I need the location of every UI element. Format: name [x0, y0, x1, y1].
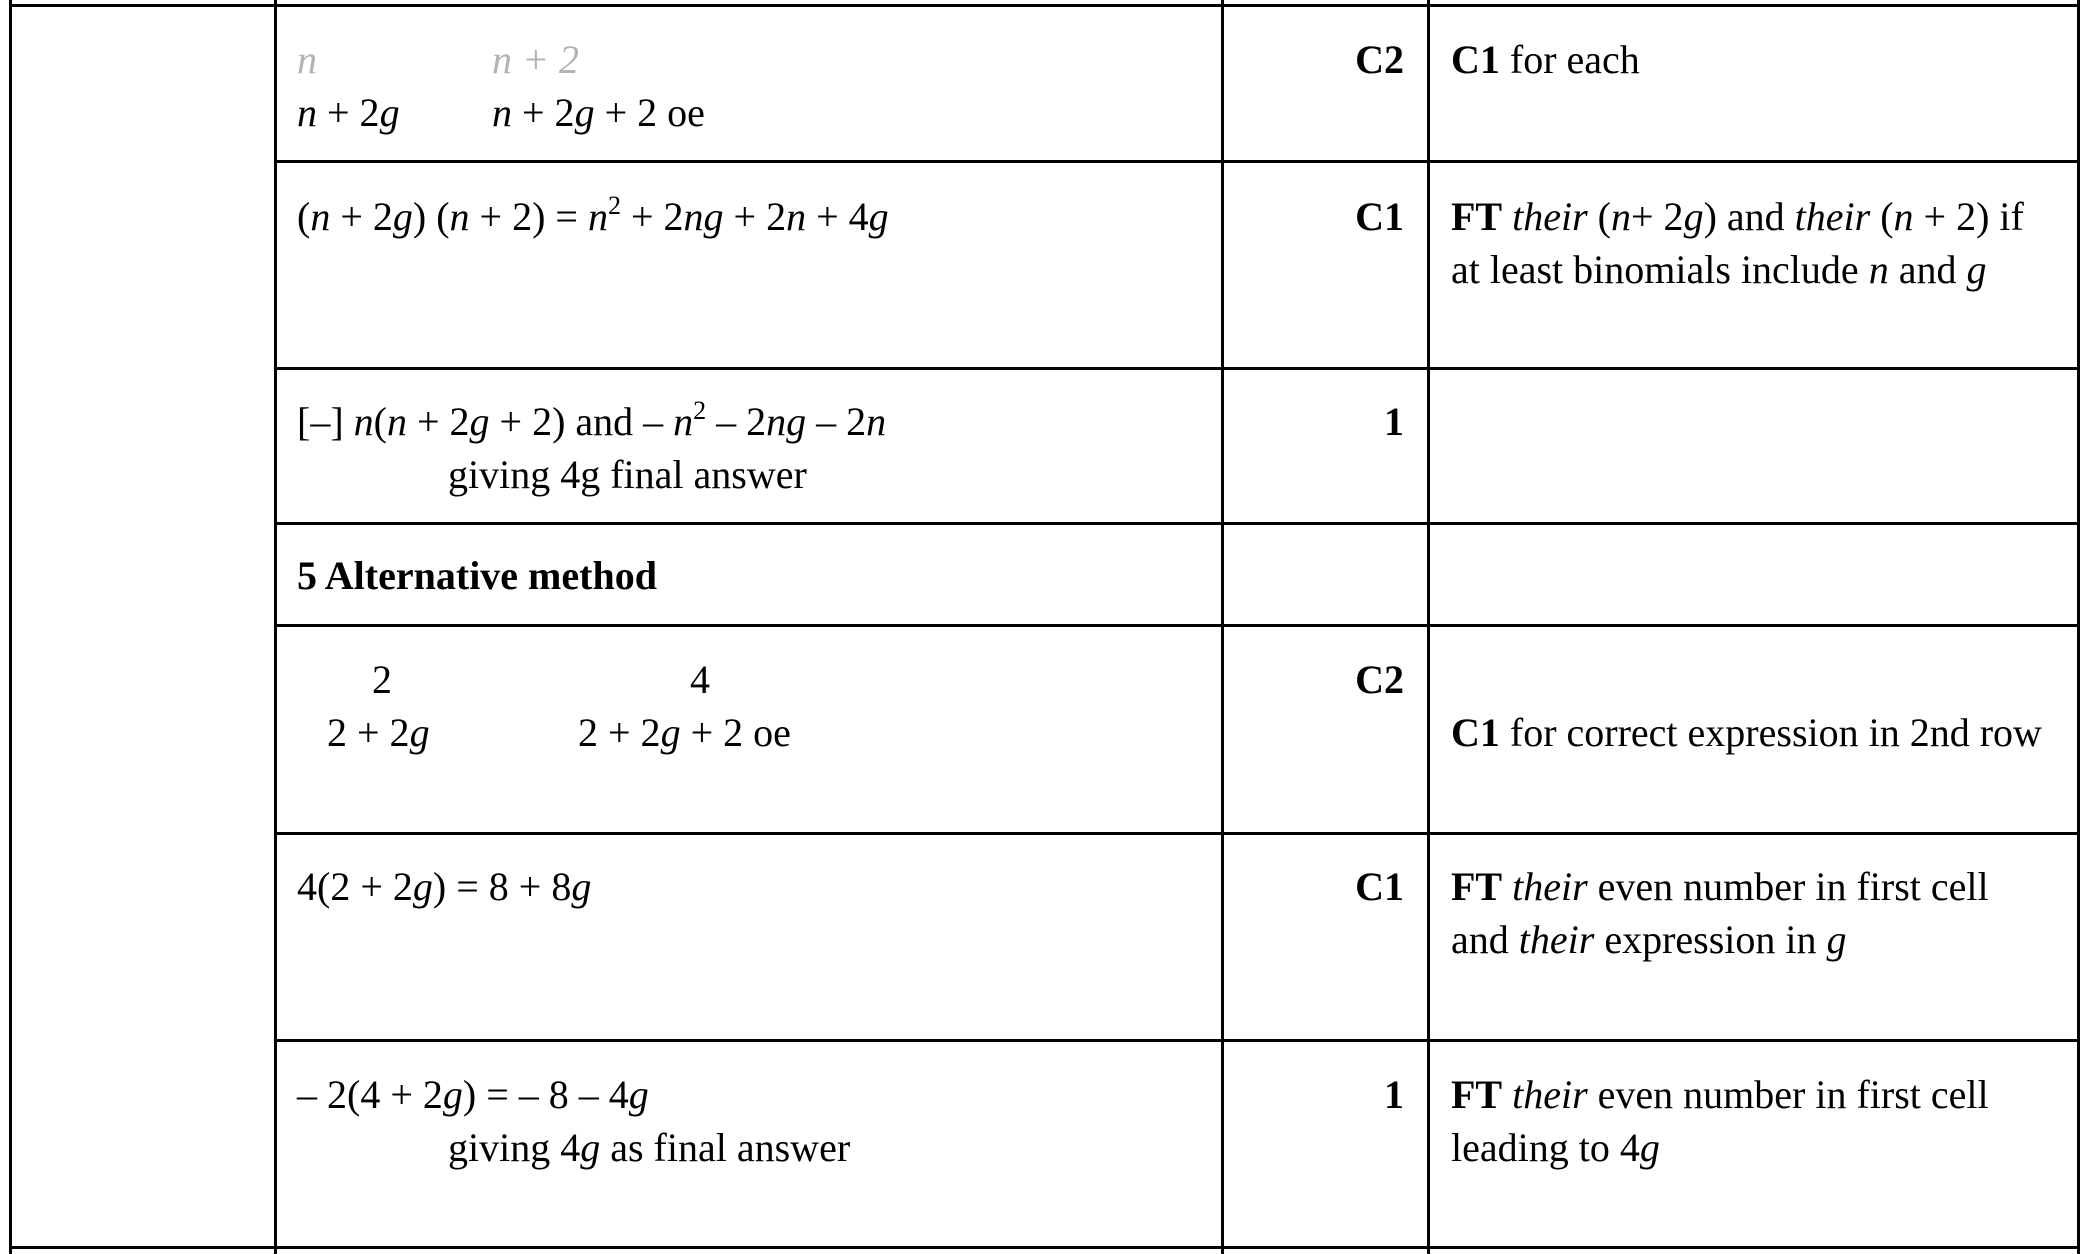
mark-value: C2	[1355, 37, 1404, 82]
guidance-note: FT their (n+ 2g) and their (n + 2) if at least binomials include n and g	[1451, 194, 2024, 292]
grid-cell-n-plus-2g-plus-2: n + 2g + 2 oe	[492, 90, 705, 135]
mark-value: 1	[1384, 399, 1404, 444]
guidance-mark-code: C1	[1451, 37, 1500, 82]
table-border-right	[2077, 0, 2080, 1254]
grid-cell-n-plus-2: n + 2	[492, 37, 579, 82]
guidance-note	[1451, 706, 2056, 759]
mark-value: C2	[1355, 657, 1404, 702]
grid-cell-n-plus-2g: n + 2g	[297, 90, 400, 135]
working-subtraction: [–] n(n + 2g + 2) and – $n^2 - 2ng - 2n$	[297, 396, 887, 444]
grid-cell-2-plus-2g: 2 + 2g	[327, 710, 430, 755]
working-product: 4(2 + 2g) = 8 + 8g	[297, 864, 592, 909]
table-border-left	[9, 0, 12, 1254]
working-conclusion: giving 4g final answer	[448, 452, 807, 497]
column-divider-1	[274, 0, 277, 1254]
row-divider	[274, 1039, 2080, 1042]
guidance-note: FT their even number in first cell and their expression in g	[1451, 864, 1989, 962]
guidance-text: for correct expression in 2nd row	[1499, 710, 2042, 755]
grid-cell-4: 4	[690, 657, 710, 702]
section-heading: 5 Alternative method	[297, 553, 657, 598]
working-conclusion: giving 4g as final answer	[448, 1125, 851, 1170]
row-divider	[274, 522, 2080, 525]
table-bottom-border	[9, 1246, 2080, 1249]
row-divider	[274, 160, 2080, 163]
row-divider	[274, 624, 2080, 627]
grid-cell-2-plus-2g-plus-2: 2 + 2g + 2 oe	[578, 710, 791, 755]
working-expansion: (n + 2g) $(n + 2) = n^2 + 2ng + 2n + 4g$	[297, 191, 889, 239]
table-top-border	[9, 4, 2080, 7]
row-divider	[274, 367, 2080, 370]
guidance-note: FT their even number in first cell leading to 4g	[1451, 1072, 1989, 1170]
guidance-note	[1451, 33, 1640, 86]
mark-value: C1	[1355, 864, 1404, 909]
mark-value: 1	[1384, 1072, 1404, 1117]
guidance-mark-code: C1	[1451, 710, 1500, 755]
working-subtraction: – 2(4 + 2g) = – 8 – 4g	[297, 1072, 649, 1117]
column-divider-3	[1427, 0, 1430, 1254]
row-divider	[274, 832, 2080, 835]
mark-value: C1	[1355, 194, 1404, 239]
grid-cell-2: 2	[372, 657, 392, 702]
grid-cell-n: n	[297, 37, 317, 82]
guidance-text: for each	[1499, 37, 1640, 82]
column-divider-2	[1221, 0, 1224, 1254]
